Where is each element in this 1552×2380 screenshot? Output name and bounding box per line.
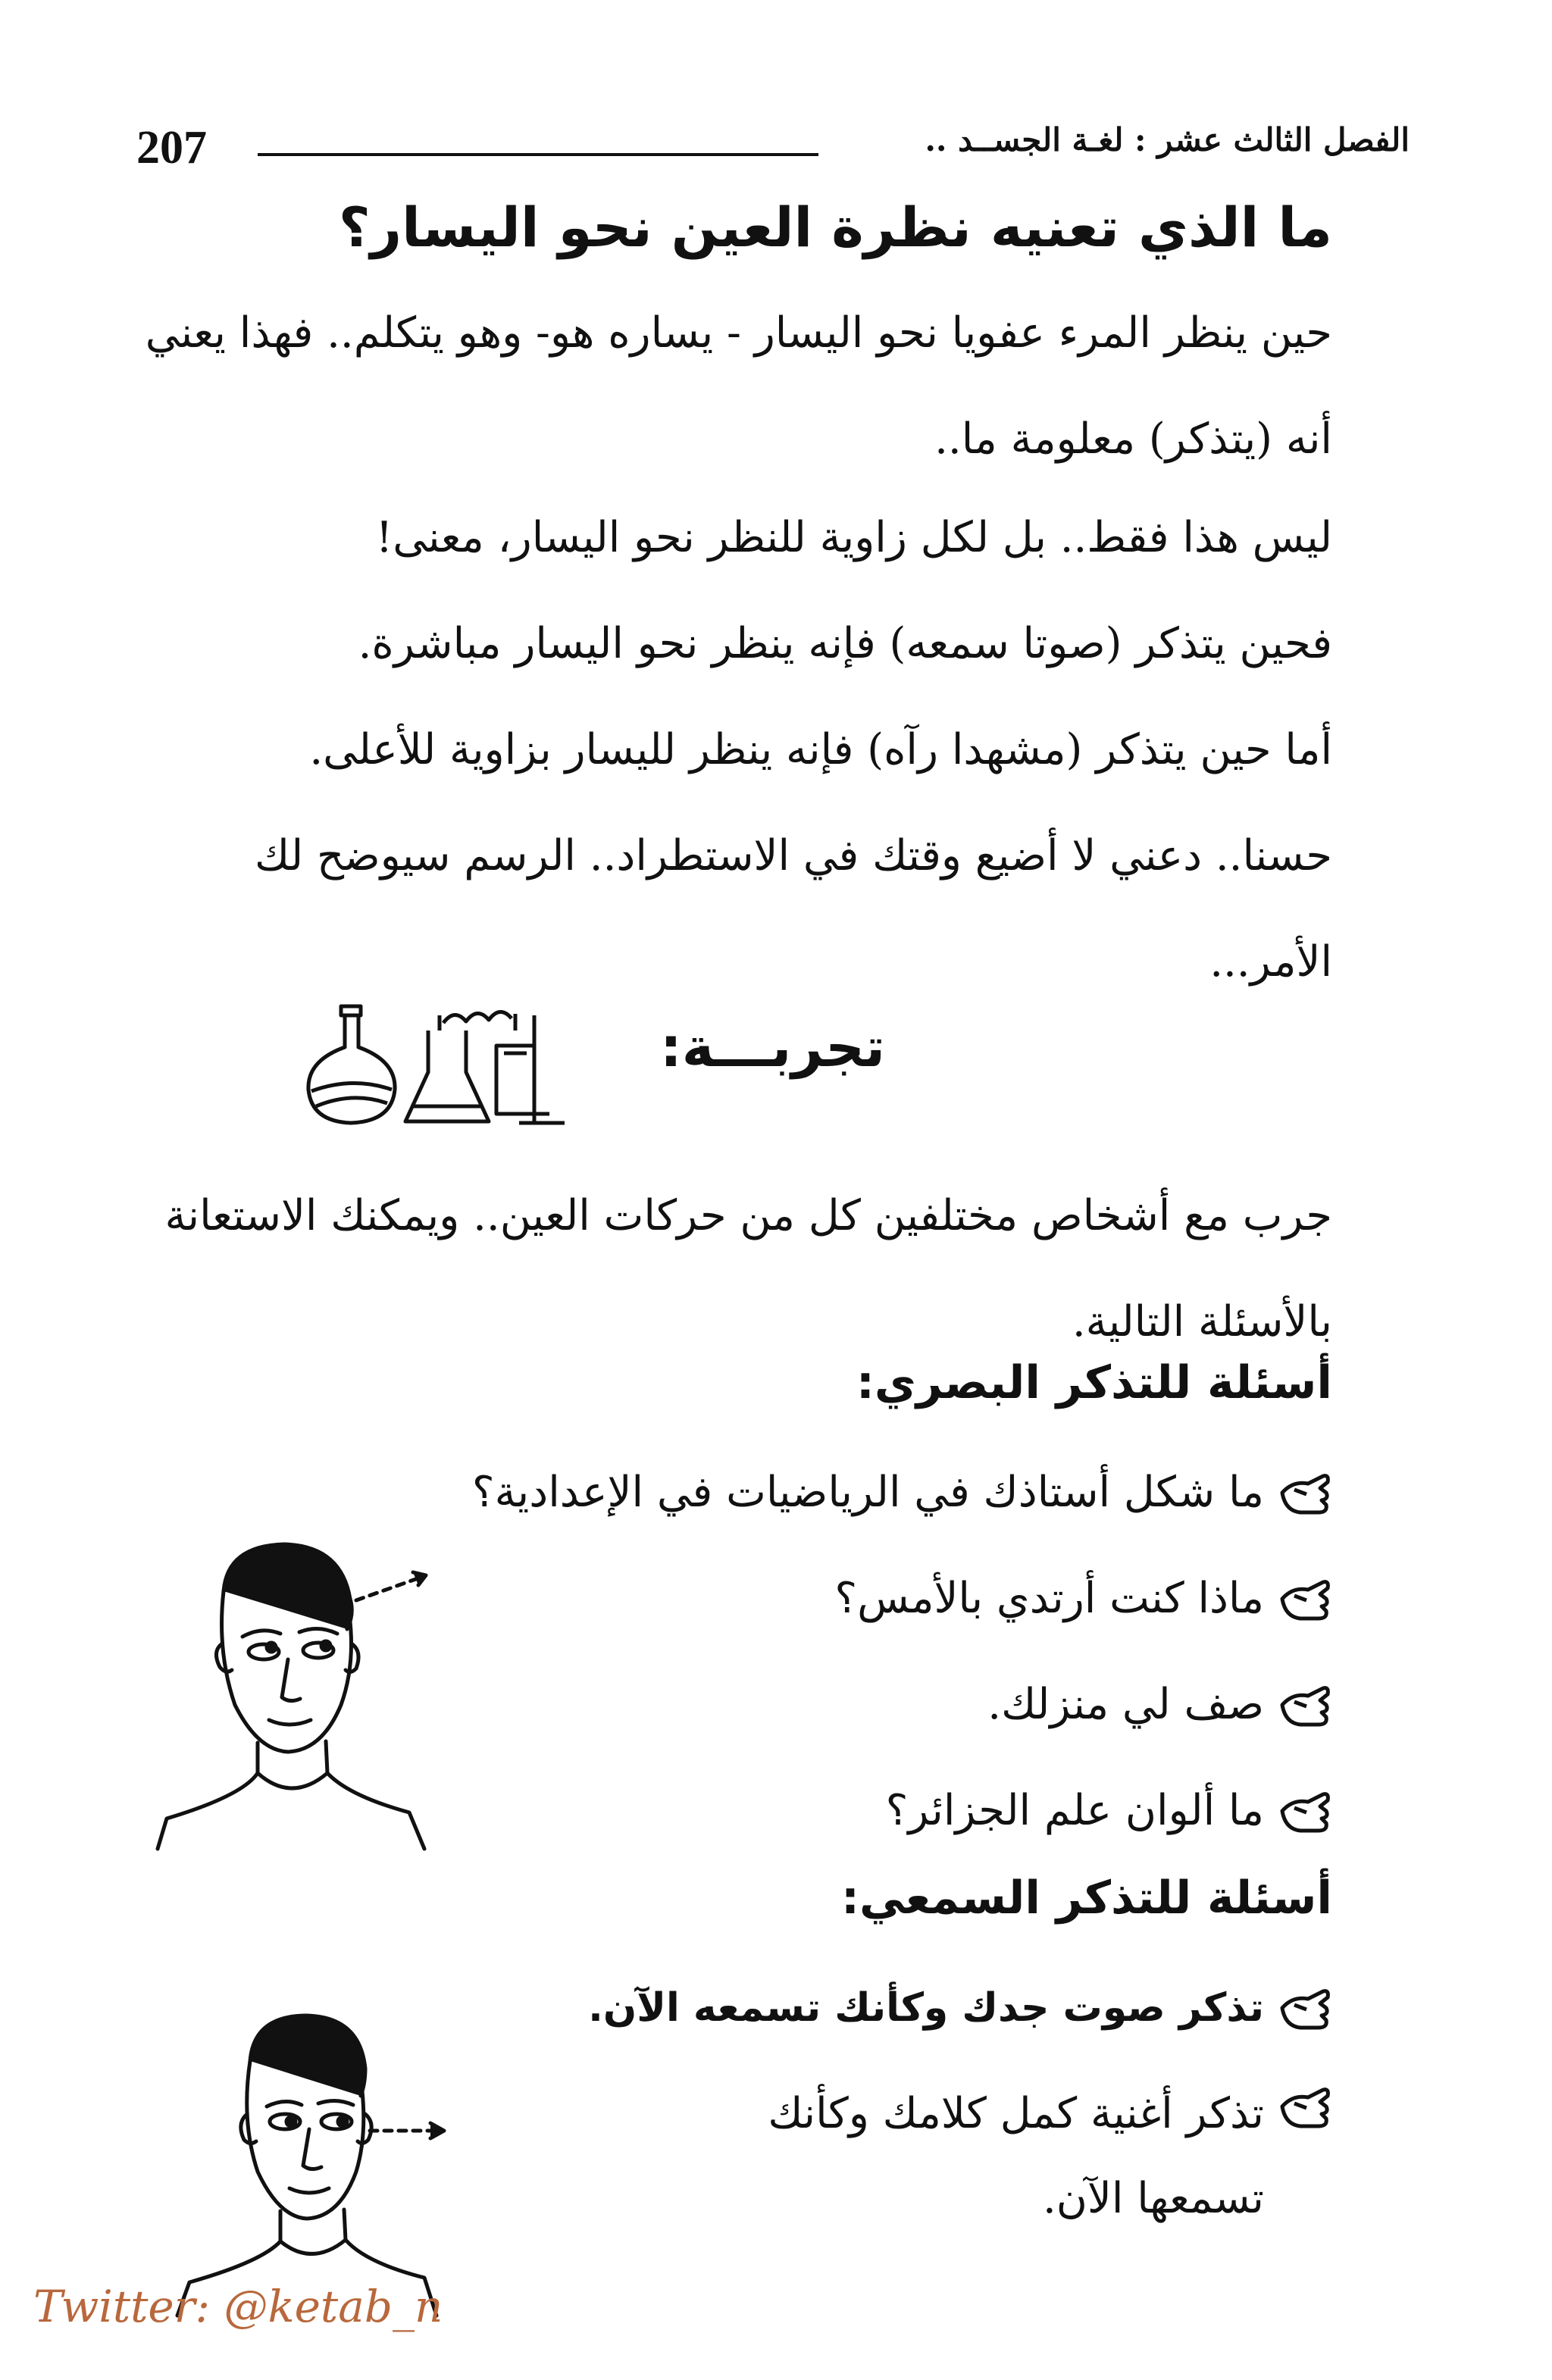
visual-questions-title: أسئلة للتذكر البصري: [856,1356,1332,1409]
question-text: ما ألوان علم الجزائر؟ [885,1786,1264,1835]
page-header [129,114,1410,182]
auditory-questions-list [438,1955,1332,2241]
hand-pointer-icon [1278,2081,1332,2135]
paragraph-4: أما حين يتذكر (مشهدا رآه) فإنه ينظر لليسار بزاوية للأعلى. [309,725,1332,774]
list-item [688,2061,1332,2241]
face-looking-left-illustration [167,2000,455,2319]
list-item [438,1440,1332,1546]
lab-flasks-icon [299,1000,572,1129]
paragraph-3: فحين يتذكر (صوتا سمعه) فإنه ينظر نحو اليسار مباشرة. [358,619,1332,668]
question-text: ماذا كنت أرتدي بالأمس؟ [834,1574,1264,1623]
paragraph-1: حين ينظر المرء عفويا نحو اليسار - يساره هو- وهو يتكلم.. فهذا يعني أنه (يتذكر) معلومة ما.. [145,308,1332,464]
page-number: 207 [136,122,207,174]
experiment-title: تجربـــة: [659,1015,885,1079]
twitter-watermark: Twitter: @ketab_n [33,2281,443,2332]
question-text: تذكر صوت جدك وكأنك تسمعه الآن. [588,1985,1264,2031]
hand-pointer-icon [1278,1982,1332,2037]
hand-pointer-icon [1278,1467,1332,1522]
question-text: صف لي منزلك. [987,1680,1264,1729]
hand-pointer-icon [1278,1785,1332,1840]
paragraph-2: ليس هذا فقط.. بل لكل زاوية للنظر نحو اليسار، معنى! [375,513,1332,562]
running-head: الفصل الثالث عشر : لغـة الجســد .. [925,121,1410,158]
section-title: ما الذي تعنيه نظرة العين نحو اليسار؟ [338,195,1332,259]
auditory-questions-title: أسئلة للتذكر السمعي: [840,1872,1332,1925]
experiment-body: جرب مع أشخاص مختلفين كل من حركات العين.. ويمكنك الاستعانة بالأسئلة التالية. [164,1191,1332,1346]
face-looking-up-left-illustration [152,1531,440,1856]
visual-questions-list [438,1440,1332,1864]
hand-pointer-icon [1278,1679,1332,1734]
hand-pointer-icon [1278,1573,1332,1628]
question-text: ما شكل أستاذك في الرياضيات في الإعدادية؟ [471,1468,1264,1517]
list-item [438,1955,1332,2061]
paragraph-5: حسنا.. دعني لا أضيع وقتك في الاستطراد.. الرسم سيوضح لك الأمر... [254,831,1332,987]
header-rule [258,153,818,156]
question-text: تذكر أغنية كمل كلامك وكأنك تسمعها الآن. [768,2089,1264,2223]
list-item [438,1546,1332,1652]
list-item [438,1758,1332,1864]
list-item [438,1652,1332,1758]
